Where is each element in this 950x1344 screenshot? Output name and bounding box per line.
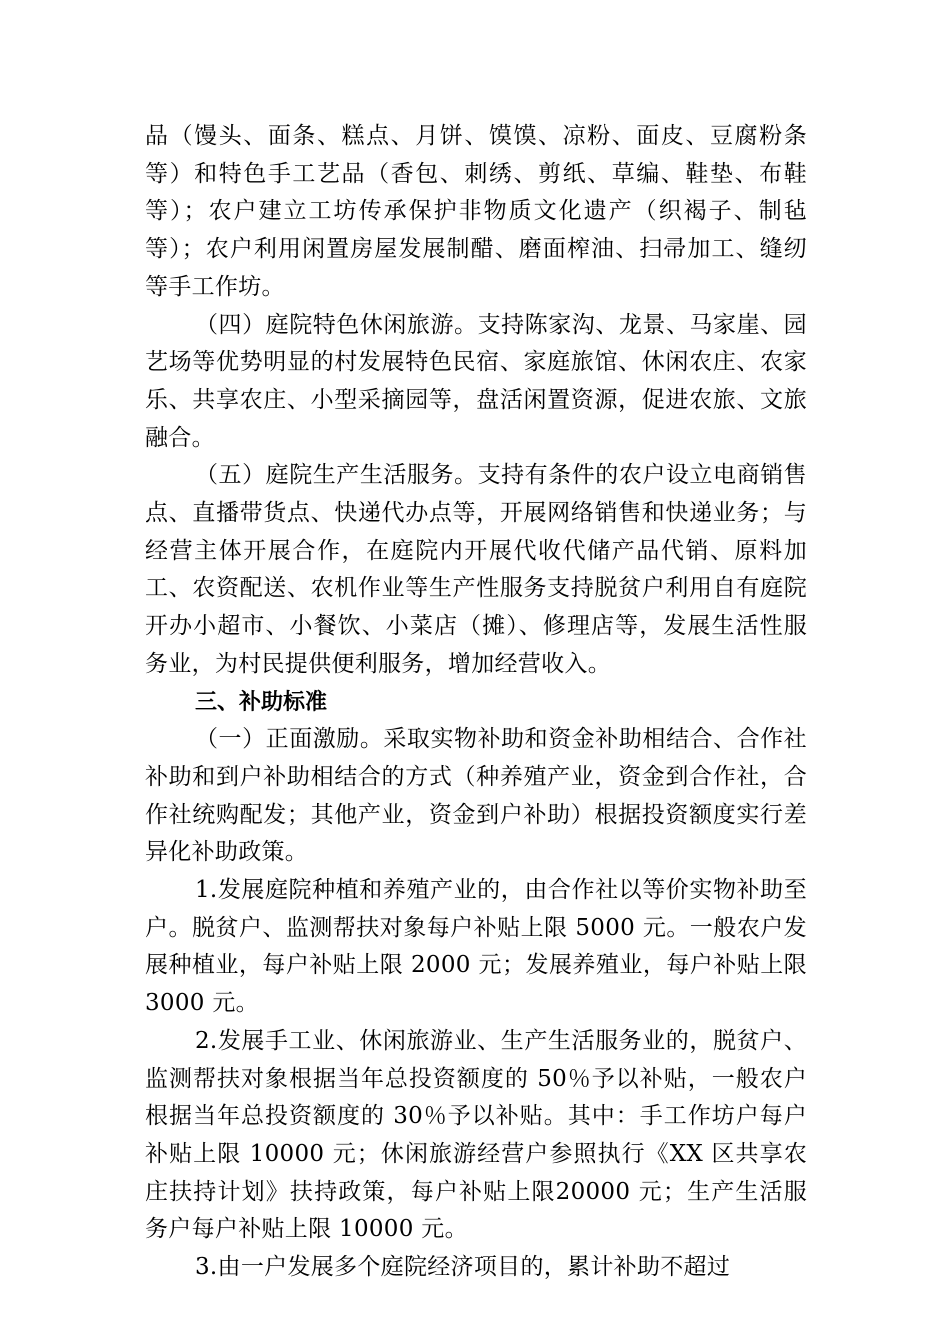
section-heading: 三、补助标准 <box>195 689 328 715</box>
paragraph-continued: 品（馒头、面条、糕点、月饼、馍馍、凉粉、面皮、豆腐粉条等）和特色手工艺品（香包、刺绣、剪纸、草编、鞋垫、布鞋等）；农户建立工坊传承保护非物质文化遗产（织褐子、制毡等）；农户利用闲置房屋发展制醋、磨面榨油、扫帚加工、缝纫等手工作坊。 <box>145 123 807 300</box>
paragraph-item-1: 1.发展庭院种植和养殖产业的，由合作社以等价实物补助至户。脱贫户、监测帮扶对象每户补贴上限 5000 元。一般农户发展种植业，每户补贴上限 2000 元；发展养殖业，每户补贴上限 3000 元。 <box>145 877 807 1017</box>
paragraph-positive-incentive: （一）正面激励。采取实物补助和资金补助相结合、合作社补助和到户补助相结合的方式（种养殖产业，资金到合作社，合作社统购配发；其他产业，资金到户补助）根据投资额度实行差异化补助政策。 <box>145 726 807 866</box>
paragraph-leisure-tourism: （四）庭院特色休闲旅游。支持陈家沟、龙景、马家崖、园艺场等优势明显的村发展特色民宿、家庭旅馆、休闲农庄、农家乐、共享农庄、小型采摘园等，盘活闲置资源，促进农旅、文旅融合。 <box>145 311 807 451</box>
paragraph-item-2: 2.发展手工业、休闲旅游业、生产生活服务业的，脱贫户、监测帮扶对象根据当年总投资额度的 50％予以补贴，一般农户根据当年总投资额度的 30％予以补贴。其中：手工作坊户每户补贴上限 10000 元；休闲旅游经营户参照执行《XX 区共享农庄扶持计划》扶持政策，每户补贴上限20000 元；生产生活服务户每户补贴上限 10000 元。 <box>145 1027 807 1243</box>
paragraph-item-3: 3.由一户发展多个庭院经济项目的，累计补助不超过 <box>195 1254 731 1281</box>
document-page <box>145 118 807 1287</box>
paragraph-production-services: （五）庭院生产生活服务。支持有条件的农户设立电商销售点、直播带货点、快递代办点等，开展网络销售和快递业务；与经营主体开展合作，在庭院内开展代收代储产品代销、原料加工、农资配送、农机作业等生产性服务支持脱贫户利用自有庭院开办小超市、小餐饮、小菜店（摊）、修理店等，发展生活性服务业，为村民提供便利服务，增加经营收入。 <box>145 462 807 677</box>
